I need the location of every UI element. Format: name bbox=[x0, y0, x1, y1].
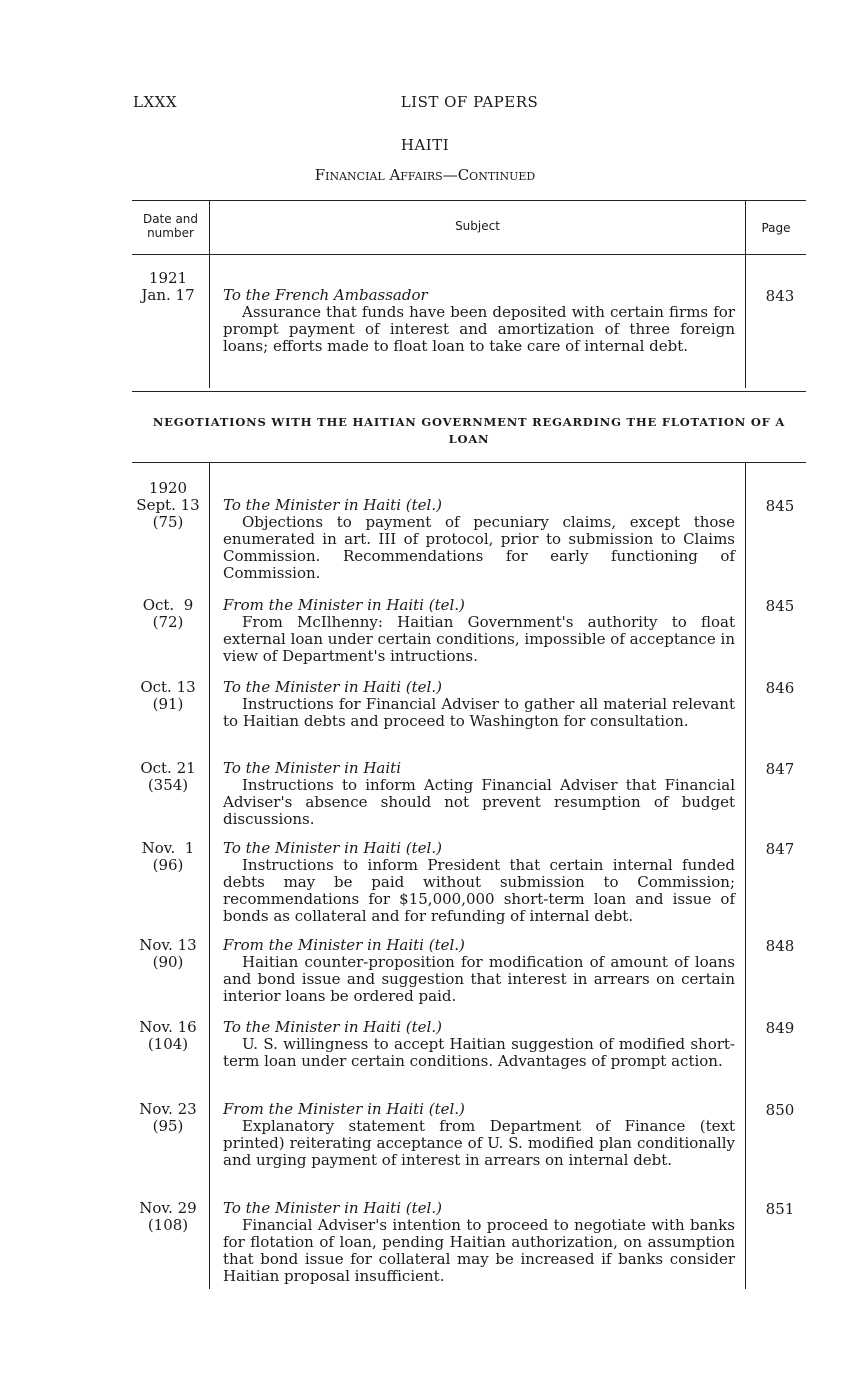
section-column-rule-right bbox=[745, 463, 746, 1289]
entry-subject bbox=[223, 287, 735, 355]
entry-summary: Objections to payment of pecuniary claims, except those enumerated in art. III of protocol, prior to submission to Claims Commission. Recommendations for early functioning of Commission. bbox=[223, 513, 735, 582]
entry-date: Nov. 16 (104) bbox=[139, 1018, 197, 1053]
entry-date: Nov. 13 (90) bbox=[139, 936, 197, 971]
running-head-title: LIST OF PAPERS bbox=[400, 93, 539, 111]
entry-subject bbox=[223, 1200, 735, 1285]
page-folio: LXXX bbox=[133, 93, 177, 111]
subject-heading: Financial Affairs—Continued bbox=[314, 166, 536, 184]
entry-summary: Instructions to inform President that certain internal funded debts may be paid without submission to Commission; recommendations for $15,000,000 short-term loan and issue of bonds as collateral and for refunding of internal debt. bbox=[223, 856, 735, 925]
entry-addressee: From the Minister in Haiti (tel.) bbox=[223, 596, 465, 614]
entry-addressee: To the Minister in Haiti (tel.) bbox=[223, 1018, 442, 1036]
entry-page: 850 bbox=[765, 1101, 795, 1119]
entry-summary: Instructions for Financial Adviser to gather all material relevant to Haitian debts and proceed to Washington for consultation. bbox=[223, 695, 735, 730]
section-table-top-rule bbox=[132, 462, 806, 463]
entry-date: 1921 Jan. 17 bbox=[141, 269, 195, 304]
section-column-rule-left bbox=[209, 463, 210, 1289]
entry-summary: Instructions to inform Acting Financial Adviser that Financial Adviser's absence should not prevent resumption of budget discussions. bbox=[223, 776, 735, 828]
column-header-date: Date and number bbox=[142, 212, 199, 240]
entry-page: 849 bbox=[765, 1019, 795, 1037]
entry-addressee: From the Minister in Haiti (tel.) bbox=[223, 936, 465, 954]
entry-page: 851 bbox=[765, 1200, 795, 1218]
entry-summary: U. S. willingness to accept Haitian suggestion of modified short-term loan under certain conditions. Advantages of prompt action. bbox=[223, 1035, 735, 1070]
entry-date: Oct. 9 (72) bbox=[142, 596, 194, 631]
entry-page: 843 bbox=[765, 287, 795, 305]
entry-summary: Explanatory statement from Department of Finance (text printed) reiterating acceptance of U. S. modified plan conditionally and urging payment of interest in arrears on internal debt. bbox=[223, 1117, 735, 1169]
entry-page: 847 bbox=[765, 760, 795, 778]
entry-page: 846 bbox=[765, 679, 795, 697]
entry-date: Oct. 21 (354) bbox=[140, 759, 196, 794]
header-bottom-rule bbox=[132, 254, 806, 255]
entry-addressee: To the Minister in Haiti (tel.) bbox=[223, 496, 442, 514]
entry-date: Nov. 1 (96) bbox=[141, 839, 195, 874]
table-top-rule bbox=[132, 200, 806, 201]
entry-summary: Haitian counter-proposition for modification of amount of loans and bond issue and suggestion that interest in arrears on certain interior loans be ordered paid. bbox=[223, 953, 735, 1005]
entry-subject bbox=[223, 597, 735, 665]
entry-summary: Assurance that funds have been deposited with certain firms for prompt payment of interest and amortization of three foreign loans; efforts made to float loan to take care of internal debt. bbox=[223, 303, 735, 355]
entry-date: Nov. 29 (108) bbox=[139, 1199, 197, 1234]
running-head bbox=[133, 93, 806, 113]
entry-subject bbox=[223, 760, 735, 828]
entry-addressee: To the Minister in Haiti bbox=[223, 759, 402, 777]
entry-addressee: To the Minister in Haiti (tel.) bbox=[223, 1199, 442, 1217]
entry-subject bbox=[223, 497, 735, 582]
column-header-subject: Subject bbox=[455, 219, 500, 233]
column-header-page: Page bbox=[761, 221, 791, 235]
entry-addressee: To the Minister in Haiti (tel.) bbox=[223, 678, 442, 696]
entry-summary: Financial Adviser's intention to proceed to negotiate with banks for flotation of loan, pending Haitian authorization, on assumption that bond issue for collateral may be increased if banks consider Haitian proposal insufficient. bbox=[223, 1216, 735, 1285]
entry-page: 845 bbox=[765, 597, 795, 615]
entry-addressee: To the Minister in Haiti (tel.) bbox=[223, 839, 442, 857]
entry-addressee: From the Minister in Haiti (tel.) bbox=[223, 1100, 465, 1118]
entry-subject bbox=[223, 1101, 735, 1169]
entry-subject bbox=[223, 1019, 735, 1070]
entry-subject bbox=[223, 840, 735, 925]
country-heading: HAITI bbox=[400, 136, 450, 154]
entry-addressee: To the French Ambassador bbox=[223, 286, 428, 304]
entry-page: 845 bbox=[765, 497, 795, 515]
entry-date: Nov. 23 (95) bbox=[139, 1100, 197, 1135]
entry-page: 848 bbox=[765, 937, 795, 955]
entry-date: Oct. 13 (91) bbox=[140, 678, 196, 713]
entry-subject bbox=[223, 679, 735, 730]
entry-date: 1920 Sept. 13 (75) bbox=[136, 479, 200, 531]
entry-subject bbox=[223, 937, 735, 1005]
entry-summary: From McIlhenny: Haitian Government's authority to float external loan under certain conditions, impossible of acceptance in view of Department's intructions. bbox=[223, 613, 736, 665]
table-bottom-rule bbox=[132, 391, 806, 392]
entry-page: 847 bbox=[765, 840, 795, 858]
section-title: NEGOTIATIONS WITH THE HAITIAN GOVERNMENT REGARDING THE FLOTATION OF A LOAN bbox=[152, 415, 786, 446]
